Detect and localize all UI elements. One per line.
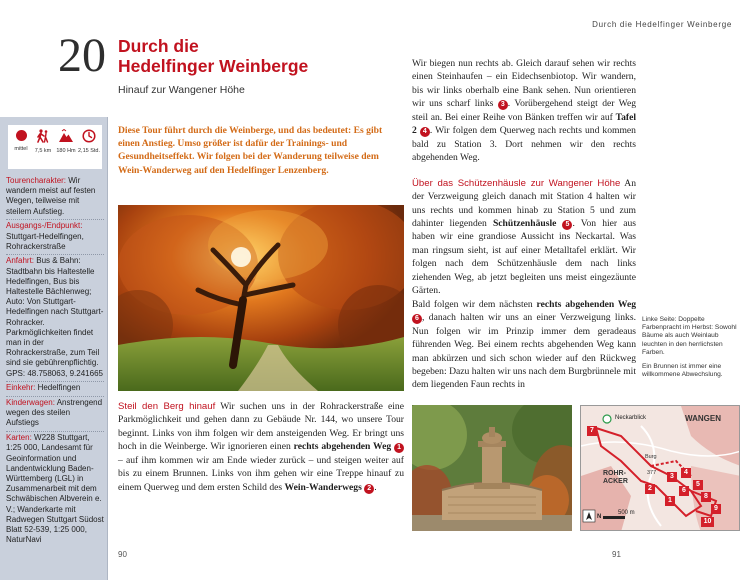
route-map: [580, 405, 740, 531]
map-marker-4: 4: [681, 468, 691, 478]
body-left-column: Steil den Berg hinauf Wir suchen uns in der Rohrackerstraße eine Parkmöglichkeit und gehen dann zu Gebäude Nr. 144, wo unsere Tour beginnt. Links von ihm folgen wir dem ansteigenden Weg. Er bringt uns hoch in die Weinberge. Wir ignorieren einen rechts abgehenden Weg 1 – auf ihm kommen wir am Ende wieder zurück – und steigen weiter auf bis zu einem Brunnen. Links von ihm gehen wir eine Treppe hinauf zu einem Querweg und dem ersten Schild des Wein-Wanderwegs 2 .: [118, 401, 404, 493]
page-number-left: 90: [118, 550, 127, 559]
map-marker-8: 8: [701, 492, 711, 502]
caption-left-photo: Linke Seite: Doppelte Farbenpracht im Herbst: Sowohl Bäume als auch Weinlaub leuchten in den herrlichsten Farben.: [642, 316, 737, 356]
map-label-burg: Burg: [645, 454, 657, 460]
autumn-tree-photo: [118, 205, 404, 391]
waypoint-marker-3: 3: [498, 100, 508, 110]
map-marker-10: 10: [701, 517, 714, 527]
paragraph-3: Bald folgen wir dem nächsten rechts abgehenden Weg 6 , danach halten wir uns an einer Verzweigung links. Nun folgen wir im Prinzip immer dem geradeaus führenden Weg. Bei einem rechts abgehenden Weg kann man abkürzen und sich schon wieder auf den Rückweg begeben: Dazu halten wir uns nach dem Burgbrünnele mit dem liegenden Faun rechts in: [412, 298, 636, 391]
intro-paragraph: Diese Tour führt durch die Weinberge, und das bedeutet: Es gibt einen Anstieg. Umso größer ist dafür der Trainings- und Gesundheitseffekt. Wir folgen bei der Wanderung teilweise dem Wein-Wanderweg auf den Hedelfinger Lenzenberg.: [118, 125, 383, 176]
clock-icon: [82, 129, 96, 143]
map-marker-7: 7: [587, 426, 597, 436]
elevation-value: 180 Hm: [56, 148, 76, 154]
waypoint-marker-1: 1: [394, 443, 404, 453]
map-label-rohracker: ROHR-ACKER: [603, 470, 628, 485]
map-label-elevation: 377: [647, 470, 657, 476]
map-label-wangen: WANGEN: [685, 414, 721, 423]
stat-duration: [78, 129, 100, 154]
hiker-icon: [36, 129, 50, 143]
tour-number: 20: [58, 29, 106, 82]
stat-difficulty: [10, 129, 32, 152]
tour-title: Durch die Hedelfinger Weinberge: [118, 36, 309, 76]
map-marker-9: 9: [711, 504, 721, 514]
tour-stats: [8, 125, 102, 169]
fountain-photo: [412, 405, 572, 531]
map-north-label: N: [597, 514, 602, 520]
difficulty-value: mittel: [14, 146, 28, 152]
section-heading-schuetzenhaeusle: Über das Schützenhäusle zur Wangener Höhe: [412, 177, 621, 189]
info-sidebar: [0, 117, 108, 580]
sidebar-item-character: Tourencharakter: Wir wandern meist auf festen Wegen, teilweise mit steilem Aufstieg.: [6, 176, 96, 216]
section-heading-steil: Steil den Berg hinauf: [118, 401, 216, 412]
paragraph-1: Wir biegen nun rechts ab. Gleich darauf sehen wir rechts einen Steinhaufen – ein Eidechsenbiotop. Wir wandern, bis wir links oberhalb eine Bank sehen. Nun orientieren wir uns scharf links 3 . Vorübergehend steigt der Weg steil an. Bei einer Reihe von Bänken treffen wir auf Tafel 2 4 . Wir folgen dem Querweg nach rechts und kommen bald zu Station 3. Dort nehmen wir den rechts abgehenden Weg.: [412, 58, 636, 164]
sidebar-item-start: Ausgangs-/Endpunkt: Stuttgart-Hedelfingen, Rohrackerstraße: [6, 219, 104, 252]
sidebar-item-restaurant: Einkehr: Hedelfingen: [6, 381, 104, 393]
waypoint-marker-5: 5: [562, 220, 572, 230]
stat-distance: [32, 129, 54, 154]
paragraph-2: Über das Schützenhäusle zur Wangener Höhe An der Verzweigung gleich danach mit Station 4 halten wir uns rechts und kommen hinab zu Station 5 und zum dahinter liegenden Schützenhäusle 5 . Von hier aus haben wir eine grandiose Aussicht ins Neckartal. Was man ringsum sieht, ist auf einer Metalltafel erklärt. Wir folgen nach dem Schützenhäusle dem nach links ziehenden Weg, ab jetzt begleiten uns meist eingezäunte Gärten.: [412, 177, 636, 297]
map-marker-1: 1: [665, 496, 675, 506]
sidebar-item-maps: Karten: W228 Stuttgart, 1:25 000, Landesamt für Geoinformation und Landentwicklung Baden-Württemberg (LGL) in Zusammenarbeit mit dem Schwäbischen Albverein e. V.; Wanderkarte mit Radwegen Stuttgart Südost Blatt 52-539, 1:25 000, NaturNavi: [6, 433, 104, 545]
waypoint-marker-2: 2: [364, 484, 374, 494]
waypoint-marker-6: 6: [412, 314, 422, 324]
sidebar-item-arrival: Anfahrt: Bus & Bahn: Stadtbahn bis Haltestelle Hedelfingen, Bus bis Haltestelle Bächlenweg; Auto: Von Stuttgart-Hedelfingen nach Stuttgart-Rohracker. Parkmöglichkeiten findet man in der Rohrackerstraße, zum Teil sind sie gebührenpflichtig. GPS: 48.758063, 9.241665: [6, 256, 104, 378]
duration-value: 2,15 Std.: [78, 148, 101, 154]
sidebar-item-stroller: Kinderwagen: Anstrengend wegen des steilen Aufstiegs: [6, 398, 103, 428]
map-scale-label: 500 m: [618, 510, 635, 516]
map-marker-5: 5: [693, 480, 703, 490]
body-right-column: [412, 57, 636, 392]
sidebar-info-list: [6, 175, 104, 548]
tour-subtitle: Hinauf zur Wangener Höhe: [118, 84, 245, 96]
stat-elevation: [55, 129, 77, 154]
distance-value: 7,5 km: [34, 148, 52, 154]
page-number-right: 91: [612, 550, 621, 559]
mountain-icon: [59, 129, 73, 143]
difficulty-dot-icon: [16, 130, 27, 141]
waypoint-marker-4: 4: [420, 127, 430, 137]
map-label-neckarblick: Neckarblick: [615, 415, 647, 421]
running-head: Durch die Hedelfinger Weinberge: [592, 20, 732, 29]
map-marker-6: 6: [679, 486, 689, 496]
map-marker-3: 3: [667, 472, 677, 482]
caption-fountain: Ein Brunnen ist immer eine willkommene Abwechslung.: [642, 363, 723, 379]
map-marker-2: 2: [645, 484, 655, 494]
photo-caption: [642, 316, 742, 385]
